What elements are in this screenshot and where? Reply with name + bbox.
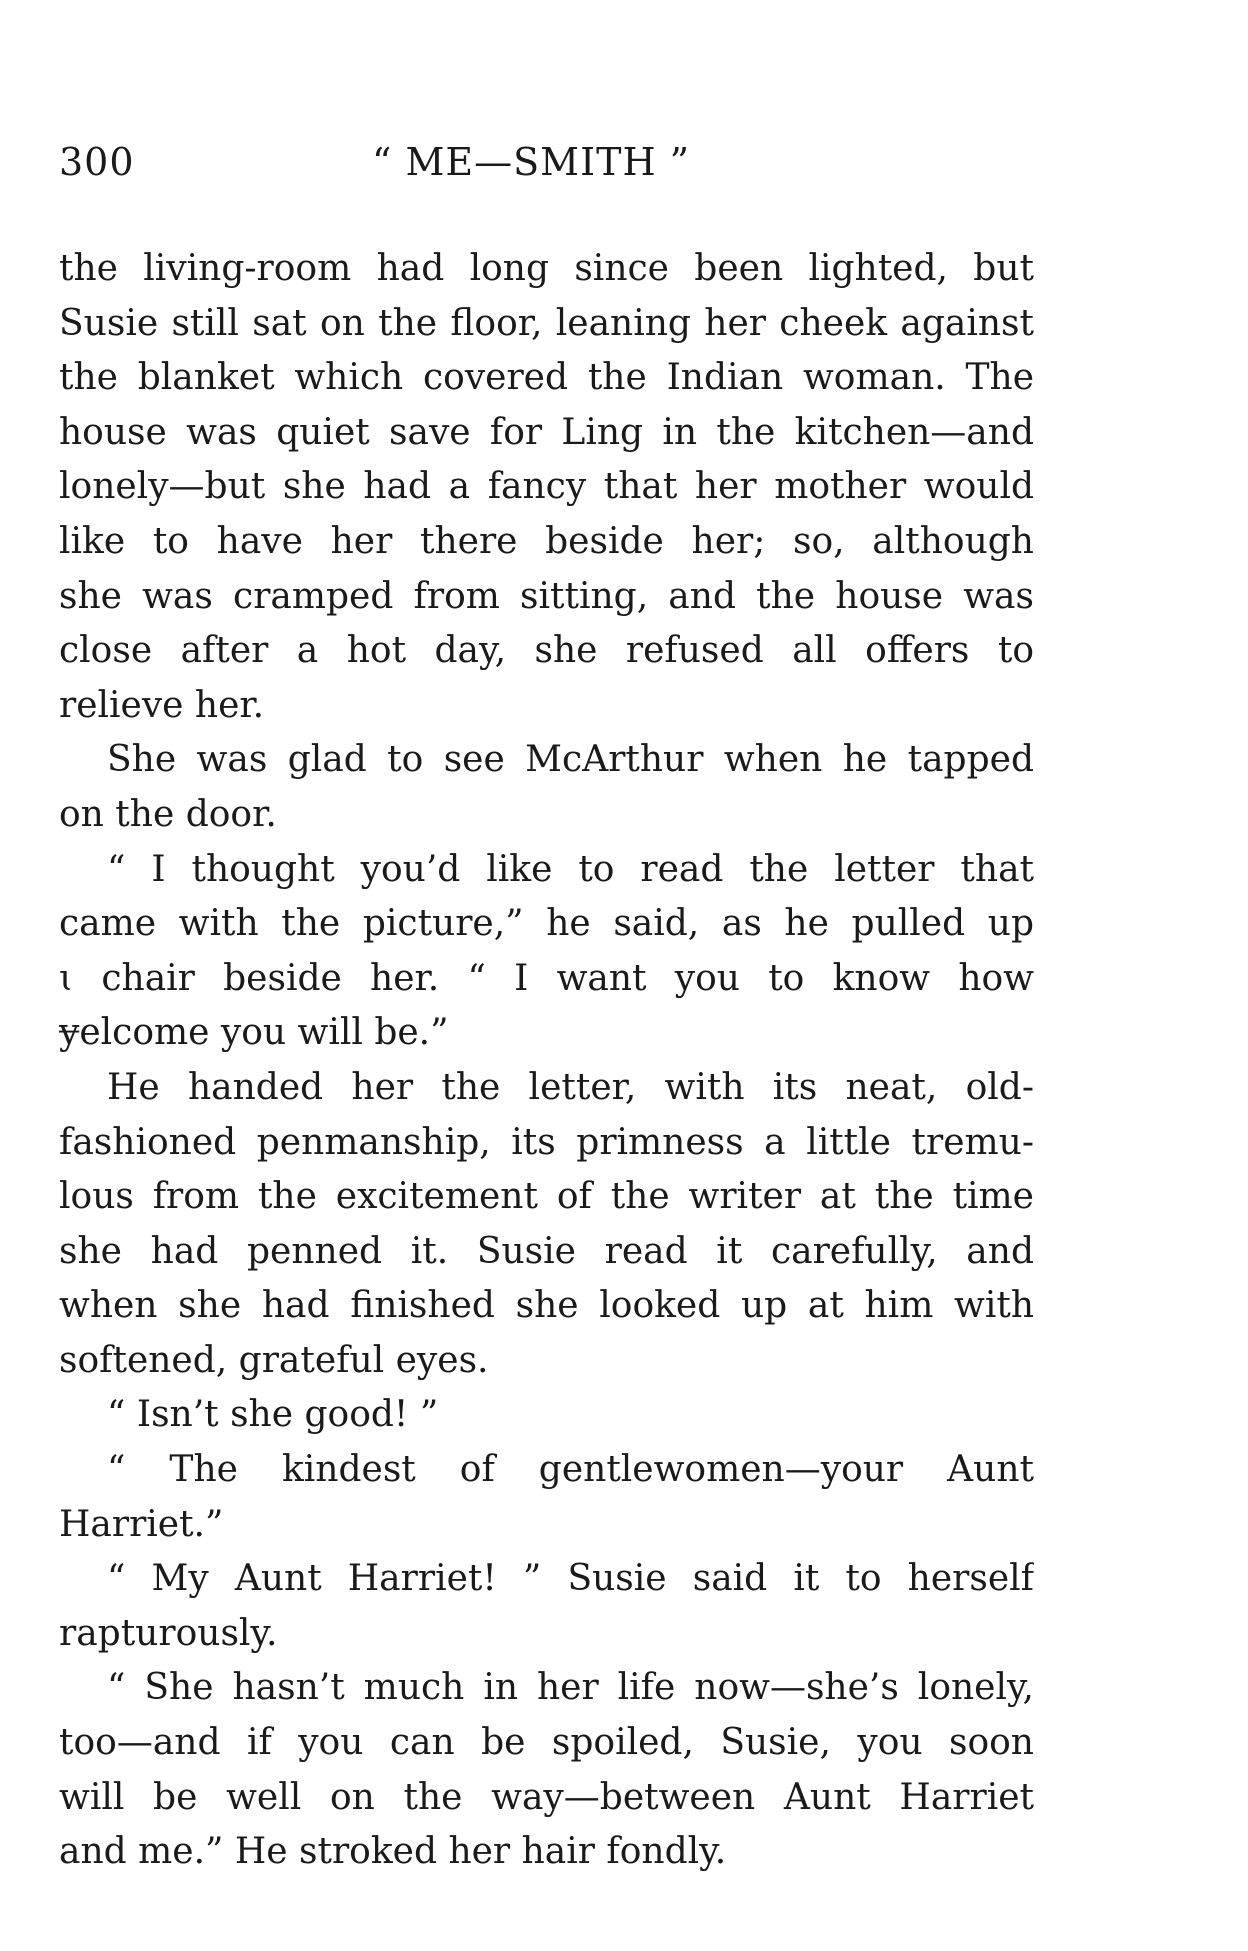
text-line: Susie still sat on the floor, leaning her cheek against bbox=[59, 302, 1034, 344]
text-line: like to have her there beside her; so, although bbox=[59, 520, 1034, 562]
text-line: when she had finished she looked up at him with bbox=[59, 1285, 1034, 1327]
text-line: will be well on the way—between Aunt Harriet bbox=[59, 1776, 1034, 1818]
running-head: “ ME—SMITH ” bbox=[372, 140, 691, 184]
text-line: “ She hasn’t much in her life now—she’s lonely, bbox=[107, 1667, 1034, 1709]
text-line: Harriet.” bbox=[59, 1503, 224, 1545]
text-line: She was glad to see McArthur when he tapped bbox=[107, 739, 1034, 781]
text-line: ɩ chair beside her. “ I want you to know how bbox=[59, 957, 1034, 999]
text-line: the living-room had long since been lighted, but bbox=[59, 248, 1034, 289]
text-line: too—and if you can be spoiled, Susie, you soon bbox=[59, 1722, 1034, 1764]
text-line: “ My Aunt Harriet! ” Susie said it to herself bbox=[107, 1558, 1034, 1600]
text-line: lous from the excitement of the writer at the time bbox=[59, 1176, 1034, 1218]
text-line: she had penned it. Susie read it carefully, and bbox=[59, 1230, 1034, 1272]
text-line: fashioned penmanship, its primness a little tremu- bbox=[59, 1121, 1034, 1163]
text-line: “ The kindest of gentlewomen—your Aunt bbox=[107, 1449, 1034, 1491]
text-line: “ Isn’t she good! ” bbox=[107, 1394, 439, 1436]
text-line: on the door. bbox=[59, 793, 277, 835]
text-line: rapturously. bbox=[59, 1612, 278, 1654]
body-text bbox=[59, 242, 1034, 1880]
text-line: ɏelcome you will be.” bbox=[59, 1012, 449, 1054]
text-line: the blanket which covered the Indian woman. The bbox=[59, 357, 1034, 399]
text-line: “ I thought you’d like to read the letter that bbox=[107, 848, 1034, 890]
page-header bbox=[59, 140, 1034, 196]
text-line: and me.” He stroked her hair fondly. bbox=[59, 1831, 727, 1873]
text-line: lonely—but she had a fancy that her mother would bbox=[59, 466, 1034, 508]
text-line: softened, grateful eyes. bbox=[59, 1339, 489, 1381]
text-line: relieve her. bbox=[59, 684, 265, 726]
text-line: came with the picture,” he said, as he pulled up bbox=[59, 903, 1034, 945]
text-line: close after a hot day, she refused all offers to bbox=[59, 630, 1034, 672]
page-number: 300 bbox=[59, 140, 135, 184]
text-line: He handed her the letter, with its neat, old- bbox=[107, 1066, 1034, 1108]
text-line: house was quiet save for Ling in the kitchen—and bbox=[59, 411, 1034, 453]
text-line: she was cramped from sitting, and the house was bbox=[59, 575, 1034, 617]
